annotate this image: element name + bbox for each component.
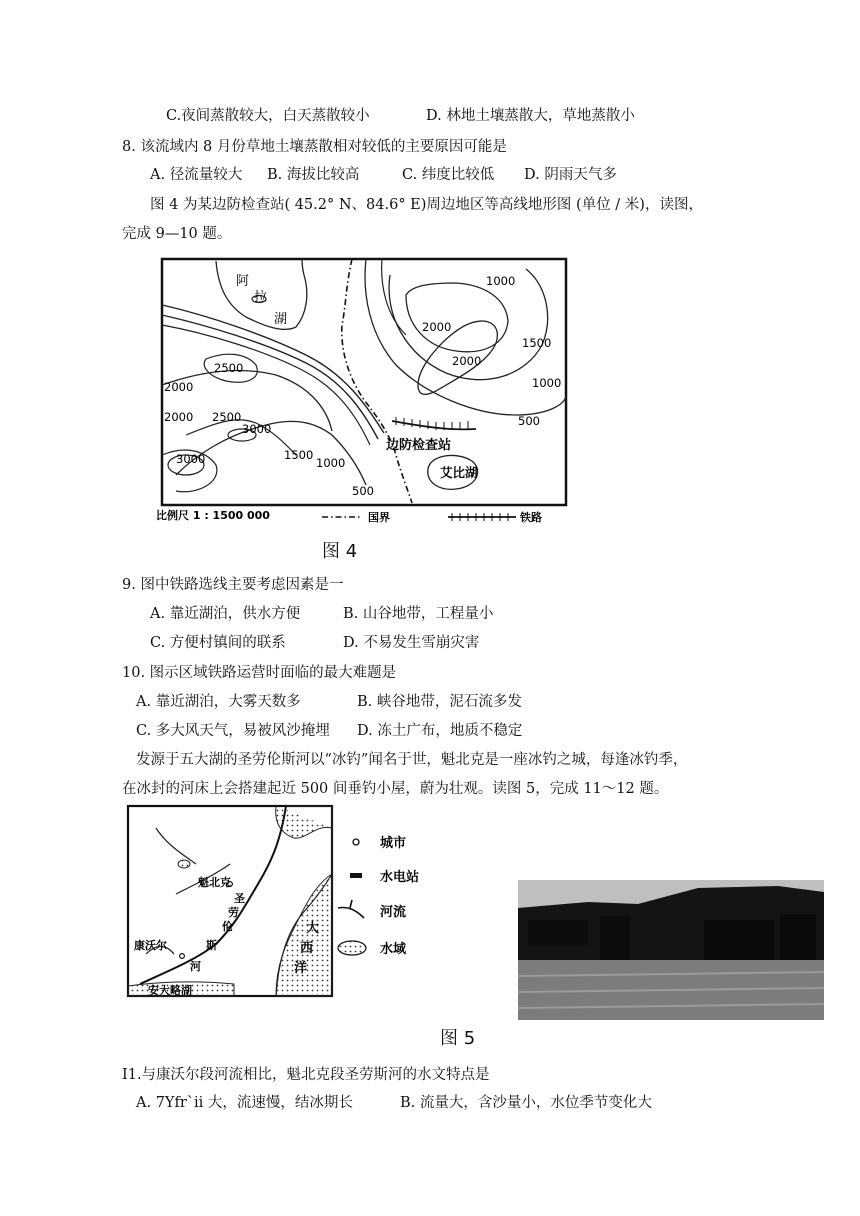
contour-label: 2000: [164, 410, 194, 424]
contour-label: 2000: [452, 354, 482, 368]
q8-option-a: A. 径流量较大: [150, 167, 243, 183]
fig5-quebec-label: 魁北克: [198, 876, 231, 889]
fig4-railway-legend: 铁路: [520, 511, 542, 524]
fig5-atlantic-char: 大: [306, 921, 320, 936]
fig5-legend: [334, 830, 444, 970]
q9-option-a: A. 靠近湖泊，供水方便: [150, 606, 301, 622]
q8-stem: 8. 该流域内 8 月份草地土壤蒸散相对较低的主要原因可能是: [122, 139, 507, 155]
contour-label: 1000: [316, 456, 346, 470]
q11-option-b: B. 流量大，含沙量小，水位季节变化大: [400, 1095, 652, 1111]
contour-label: 500: [352, 484, 374, 498]
fig4-lake-ala-char3: 湖: [274, 312, 288, 327]
fig4-scale-label: 比例尺 1 : 1500 000: [156, 509, 270, 522]
q7-option-d: D. 林地土壤蒸散大，草地蒸散小: [426, 108, 635, 124]
fig4-intro-line2: 完成 9—10 题。: [122, 226, 232, 242]
contour-label: 1000: [532, 376, 562, 390]
q9-stem: 9. 图中铁路选线主要考虑因素是一: [122, 577, 344, 593]
contour-label: 2000: [422, 320, 452, 334]
contour-label: 1500: [284, 448, 314, 462]
q7-option-c: C.夜间蒸散较大，白天蒸散较小: [166, 108, 370, 124]
fig5-legend-water: 水域: [380, 942, 407, 957]
fig5-intro-line1: 发源于五大湖的圣劳伦斯河以“冰钓”闻名于世，魁北克是一座冰钓之城，每逢冰钓季，: [136, 752, 688, 768]
q9-option-c: C. 方便村镇间的联系: [150, 635, 286, 651]
fig4-border-station-label: 边防检查站: [386, 438, 452, 453]
contour-label: 1000: [486, 274, 516, 288]
q9-option-b: B. 山谷地带，工程量小: [343, 606, 494, 622]
fig5-river-char: 斯: [206, 939, 217, 952]
q11-stem: I1.与康沃尔段河流相比，魁北克段圣劳斯河的水文特点是: [122, 1067, 490, 1083]
fig5-legend-hydro: 水电站: [380, 870, 420, 885]
fig5-river-char: 伦: [222, 920, 233, 933]
q10-option-a: A. 靠近湖泊，大雾天数多: [136, 694, 301, 710]
fig5-ontario-label: 安大略湖: [148, 984, 192, 997]
fig5-atlantic-char: 洋: [294, 961, 308, 976]
contour-label: 2500: [214, 361, 244, 375]
water-icon: [338, 941, 366, 955]
contour-label: 3000: [242, 422, 272, 436]
contour-label: 500: [518, 414, 540, 428]
q10-option-d: D. 冻土广布，地质不稳定: [357, 723, 523, 739]
fig4-caption: 图 4: [322, 541, 358, 562]
q11-option-a: A. 7Yfr`ii 大，流速慢，结冰期长: [136, 1095, 353, 1111]
fig4-lake-ala-char1: 阿: [236, 274, 250, 289]
q10-stem: 10. 图示区域铁路运营时面临的最大难题是: [122, 665, 397, 681]
fig5-legend-river: 河流: [380, 905, 407, 920]
river-icon: [338, 900, 364, 918]
fig5-intro-line2: 在冰封的河床上会搭建起近 500 间垂钓小屋，蔚为壮观。读图 5，完成 11～12 题。: [122, 781, 669, 797]
contour-label: 2500: [212, 410, 242, 424]
q10-option-b: B. 峡谷地带，泥石流多发: [357, 694, 522, 710]
q8-option-d: D. 阴雨天气多: [524, 167, 617, 183]
fig5-river-char: 劳: [228, 906, 239, 919]
fig5-river-char: 圣: [234, 892, 245, 905]
fig5-cornwall-label: 康沃尔: [134, 939, 167, 952]
contour-label: 3000: [176, 452, 206, 466]
fig4-lake-aibi-label: 艾比湖: [440, 465, 478, 480]
fig4-lake-ala-char2: 拉: [254, 290, 268, 305]
city-icon: [353, 839, 359, 845]
fig4-intro-line1: 图 4 为某边防检查站( 45.2° N、84.6° E)周边地区等高线地形图 (单位 / 米)，读图，: [150, 197, 703, 213]
fig5-ice-fishing-photo: [518, 880, 824, 1020]
fig4-border-legend: 国界: [368, 511, 390, 524]
fig5-legend-city: 城市: [380, 836, 407, 851]
q9-option-d: D. 不易发生雪崩灾害: [343, 635, 480, 651]
hydropower-icon: [350, 873, 362, 878]
fig5-river-char: 河: [190, 960, 201, 973]
fig5-map: [126, 804, 336, 1000]
fig5-atlantic-char: 西: [300, 941, 314, 956]
fig4-contour-map: [156, 255, 576, 557]
contour-label: 1500: [522, 336, 552, 350]
fig5-caption: 图 5: [440, 1028, 476, 1049]
contour-label: 2000: [164, 380, 194, 394]
q8-option-b: B. 海拔比较高: [267, 167, 360, 183]
q8-option-c: C. 纬度比较低: [402, 167, 495, 183]
q10-option-c: C. 多大风天气，易被风沙掩埋: [136, 723, 330, 739]
